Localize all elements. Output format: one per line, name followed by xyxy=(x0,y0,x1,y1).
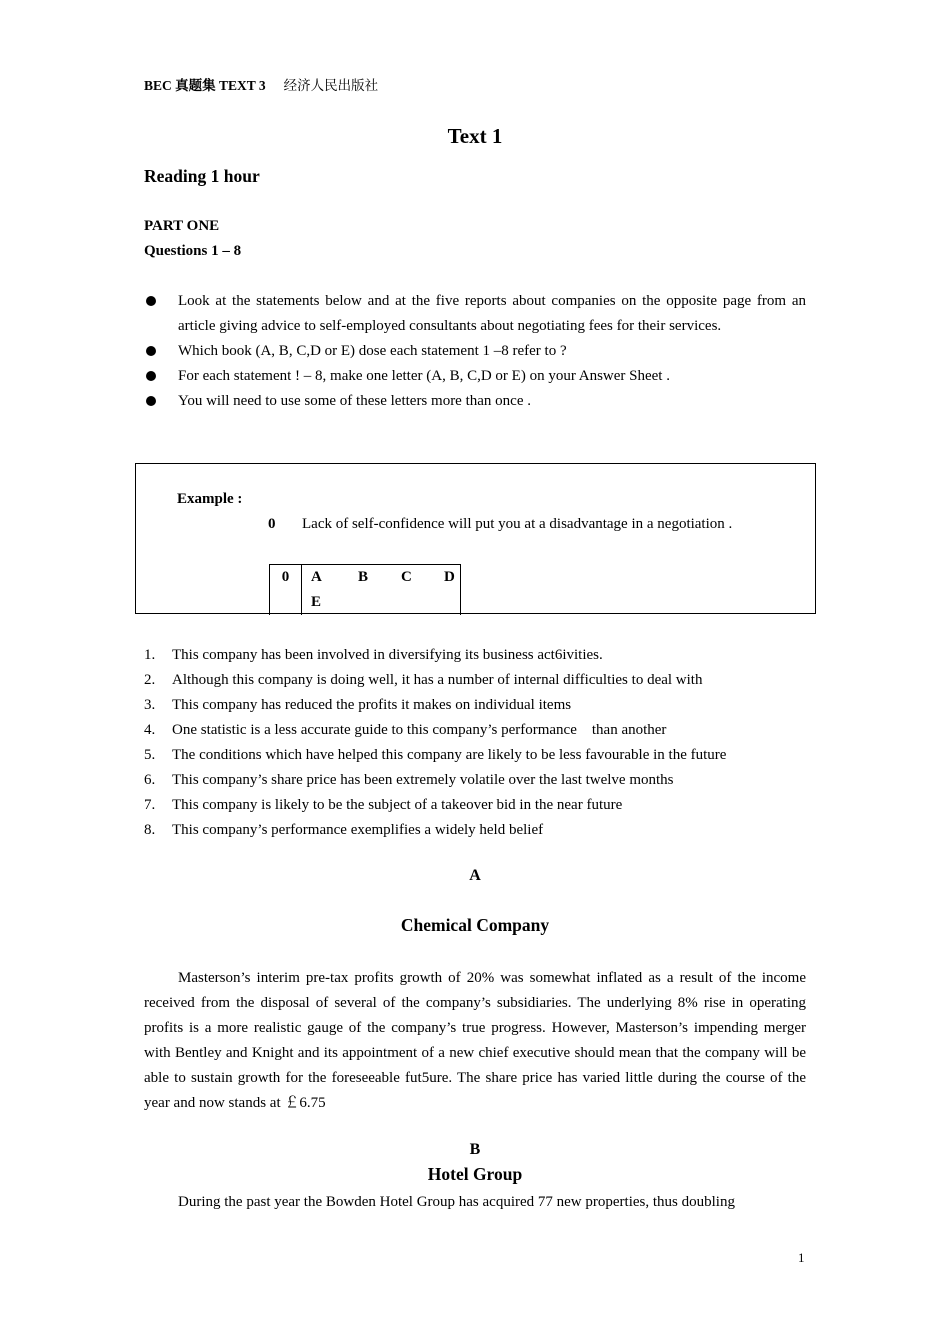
list-item: 8. This company’s performance exemplifies a widely held belief xyxy=(144,822,544,838)
letter-e: E xyxy=(311,594,322,610)
instruction-item: For each statement ! – 8, make one letter (A, B, C,D or E) on your Answer Sheet . xyxy=(144,364,806,389)
list-item: 6. This company’s share price has been extremely volatile over the last twelve months xyxy=(144,772,674,788)
letter-a: A xyxy=(311,569,322,585)
instruction-item: Which book (A, B, C,D or E) dose each statement 1 –8 refer to ? xyxy=(144,339,806,364)
reading-heading: Reading 1 hour xyxy=(144,166,260,186)
letter-c: C xyxy=(401,569,412,585)
section-b-title: Hotel Group xyxy=(427,1164,523,1184)
section-a-text: Masterson’s interim pre-tax profits growth of 20% was somewhat inflated as a result of the income received from the disposal of several of the company’s subsidiaries. The underlying 8% rise in operating profits is a more realistic gauge of the company’s true progress. However, Masterson’s impending merger with Bentley and Knight and its appointment of a new chief executive should mean that the company will be able to sustain growth for the foreseeable fut5ure. The share price has varied little during the course of the year and now stands at ￡6.75 xyxy=(144,970,806,1111)
book-title: BEC 真题集 TEXT 3 xyxy=(144,78,266,93)
page-number: 1 xyxy=(798,1250,805,1265)
section-b-letter: B xyxy=(469,1141,481,1158)
list-item: 1. This company has been involved in diversifying its business act6ivities. xyxy=(144,647,603,663)
answer-letters xyxy=(311,565,456,615)
bullet-icon xyxy=(146,346,156,356)
list-item: 2. Although this company is doing well, it has a number of internal difficulties to deal with xyxy=(144,672,703,688)
list-item: 5. The conditions which have helped this company are likely to be less favourable in the future xyxy=(144,747,727,763)
section-b-text: During the past year the Bowden Hotel Group has acquired 77 new properties, thus doubling xyxy=(178,1194,735,1210)
answer-number: 0 xyxy=(270,565,302,615)
questions-range: Questions 1 – 8 xyxy=(144,243,242,259)
example-statement: Lack of self-confidence will put you at a disadvantage in a negotiation . xyxy=(302,516,733,532)
bullet-icon xyxy=(146,371,156,381)
letter-b: B xyxy=(358,569,369,585)
example-number: 0 xyxy=(268,516,276,532)
bullet-icon xyxy=(146,396,156,406)
instruction-item: You will need to use some of these letters more than once . xyxy=(144,389,806,414)
example-label: Example : xyxy=(177,491,243,507)
question-list xyxy=(144,643,834,843)
section-a-letter: A xyxy=(469,867,481,884)
list-item: 3. This company has reduced the profits it makes on individual items xyxy=(144,697,572,713)
publisher: 经济人民出版社 xyxy=(283,78,379,93)
section-a-title: Chemical Company xyxy=(400,915,550,935)
instruction-item: Look at the statements below and at the five reports about companies on the opposite page from an article giving advice to self-employed consultants about negotiating fees for their services. xyxy=(144,289,806,339)
list-item: 4. One statistic is a less accurate guide to this company’s performance than another xyxy=(144,722,667,738)
example-answer-grid xyxy=(269,564,461,615)
letter-d: D xyxy=(444,569,455,585)
part-heading: PART ONE xyxy=(144,218,220,234)
example-box xyxy=(135,463,816,614)
instructions-list xyxy=(144,289,806,414)
page-header xyxy=(144,74,378,94)
bullet-icon xyxy=(146,296,156,306)
list-item: 7. This company is likely to be the subject of a takeover bid in the near future xyxy=(144,797,623,813)
page-title: Text 1 xyxy=(447,124,503,148)
